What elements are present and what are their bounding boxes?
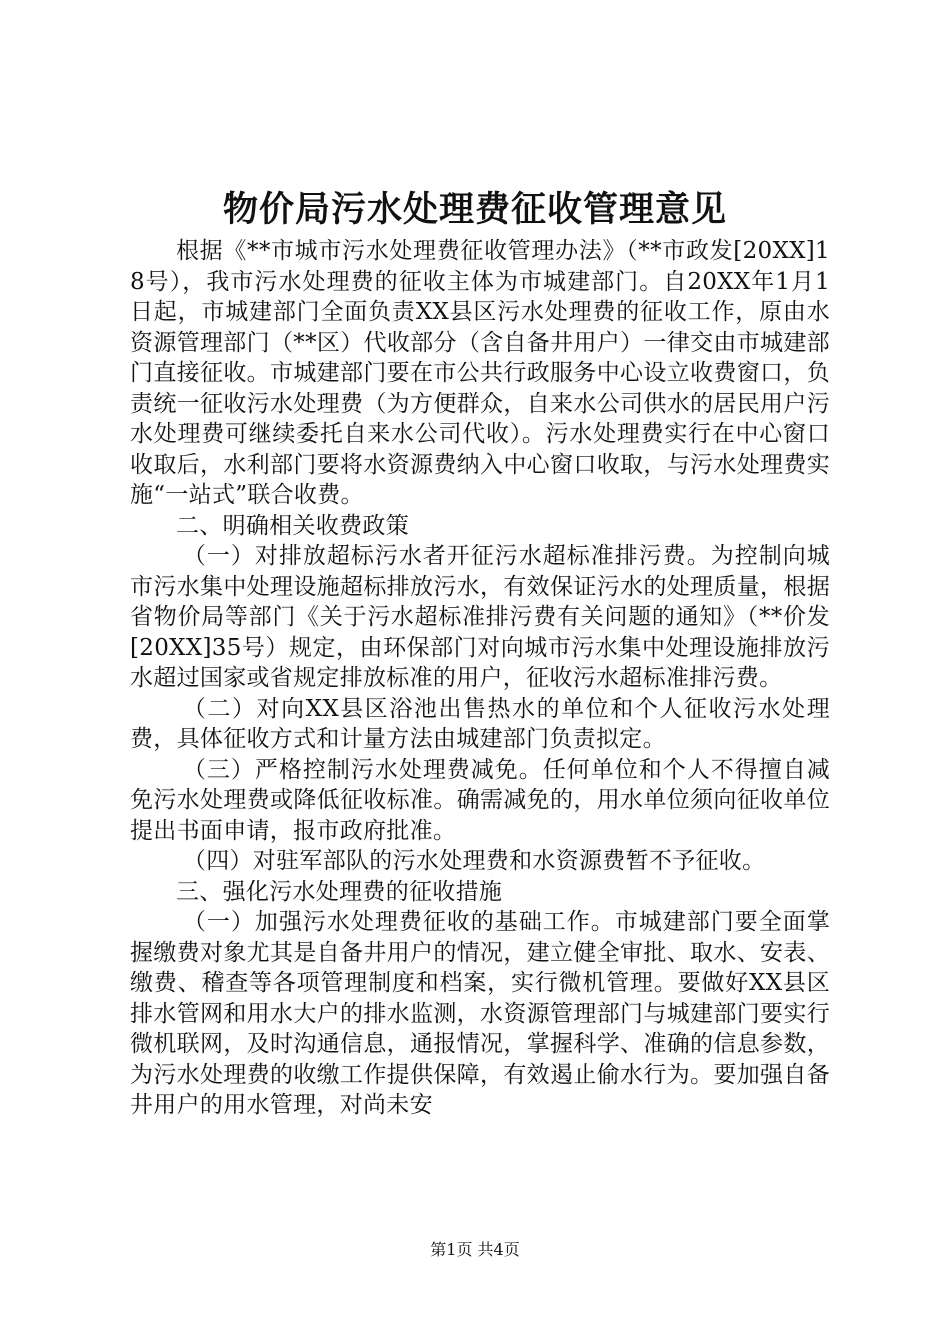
paragraph-2-3: （三）严格控制污水处理费减免。任何单位和个人不得擅自减免污水处理费或降低征收标准。确需减免的，用水单位须向征收单位提出书面申请，报市政府批准。 (130, 756, 830, 844)
paragraph-2-4: （四）对驻军部队的污水处理费和水资源费暂不予征收。 (182, 848, 766, 874)
paragraph-2-2: （二）对向XX县区浴池出售热水的单位和个人征收污水处理费，具体征收方式和计量方法由城建部门负责拟定。 (130, 695, 830, 752)
document-title: 物价局污水处理费征收管理意见 (222, 189, 727, 230)
section-heading-3: 三、强化污水处理费的征收措施 (176, 878, 503, 905)
paragraph-3-1: （一）加强污水处理费征收的基础工作。市城建部门要全面掌握缴费对象尤其是自备井用户的情况，建立健全审批、取水、安表、缴费、稽查等各项管理制度和档案，实行微机管理。要做好XX县区排水管网和用水大户的排水监测，水资源管理部门与城建部门要实行微机联网，及时沟通信息，通报情况，掌握科学、准确的信息参数，为污水处理费的收缴工作提供保障，有效遏止偷水行为。要加强自备井用户的用水管理，对尚未安 (130, 909, 830, 1118)
page-number-footer: 第1页 共4页 (430, 1240, 520, 1259)
paragraph-2-1: （一）对排放超标污水者开征污水超标准排污费。为控制向城市污水集中处理设施超标排放污水，有效保证污水的处理质量，根据省物价局等部门《关于污水超标准排污费有关问题的通知》（**价发[20XX]35号）规定，由环保部门对向城市污水集中处理设施排放污水超过国家或省规定排放标准的用户，征收污水超标准排污费。 (130, 543, 830, 691)
document-body (130, 236, 830, 1121)
section-heading-2: 二、明确相关收费政策 (176, 512, 409, 539)
paragraph-intro: 根据《**市城市污水处理费征收管理办法》（**市政发[20XX]18号），我市污水处理费的征收主体为市城建部门。自20XX年1月1日起，市城建部门全面负责XX县区污水处理费的征收工作，原由水资源管理部门（**区）代收部分（含自备井用户）一律交由市城建部门直接征收。市城建部门要在市公共行政服务中心设立收费窗口，负责统一征收污水处理费（为方便群众，自来水公司供水的居民用户污水处理费可继续委托自来水公司代收）。污水处理费实行在中心窗口收取后，水利部门要将水资源费纳入中心窗口收取，与污水处理费实施“一站式”联合收费。 (130, 238, 830, 508)
